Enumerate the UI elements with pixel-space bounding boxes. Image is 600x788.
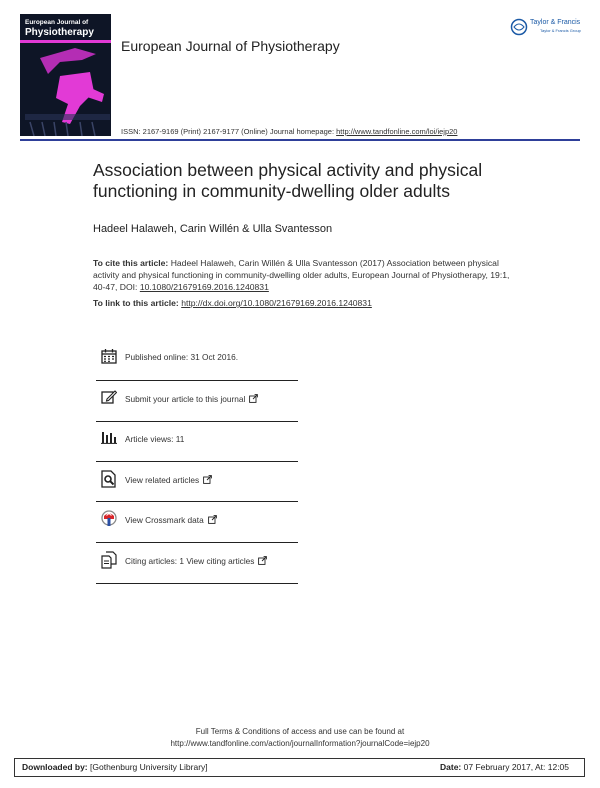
article-link-block bbox=[93, 298, 372, 308]
journal-homepage-link[interactable]: http://www.tandfonline.com/loi/iejp20 bbox=[336, 127, 458, 136]
external-link-icon bbox=[203, 475, 212, 484]
edit-icon bbox=[101, 389, 117, 405]
related-articles-text: View related articles bbox=[125, 475, 200, 485]
row-divider bbox=[96, 461, 298, 462]
terms-url-link[interactable]: http://www.tandfonline.com/action/journalInformation?journalCode=iejp20 bbox=[170, 739, 430, 748]
issn-text: ISSN: 2167-9169 (Print) 2167-9177 (Online) Journal homepage: bbox=[121, 127, 337, 136]
header-divider bbox=[20, 139, 580, 141]
publisher-subname: Taylor & Francis Group bbox=[540, 28, 581, 33]
downloaded-by bbox=[22, 762, 208, 772]
journal-title: European Journal of Physiotherapy bbox=[121, 38, 340, 54]
cover-title-line1: European Journal of bbox=[25, 19, 89, 26]
article-title bbox=[93, 160, 523, 202]
article-title-line2: functioning in community-dwelling older adults bbox=[93, 181, 450, 201]
published-online-text: Published online: 31 Oct 2016. bbox=[125, 352, 239, 362]
external-link-icon bbox=[208, 515, 217, 524]
crossmark-icon bbox=[101, 510, 117, 528]
issn-line bbox=[121, 127, 457, 136]
article-link-url[interactable]: http://dx.doi.org/10.1080/21679169.2016.1240831 bbox=[181, 298, 372, 308]
article-authors: Hadeel Halaweh, Carin Willén & Ulla Svantesson bbox=[93, 223, 333, 235]
related-articles-link[interactable] bbox=[125, 475, 212, 485]
search-document-icon bbox=[101, 470, 117, 488]
crossmark-link[interactable] bbox=[125, 515, 217, 525]
citation-block bbox=[93, 257, 513, 293]
citation-text: Hadeel Halaweh, Carin Willén & Ulla Svantesson (2017) Association between physical activity and physical functioning in community-dwelling older adults, European Journal of Physiotherapy, 19:1, 40-47, DOI: bbox=[93, 258, 510, 292]
crossmark-text: View Crossmark data bbox=[125, 515, 204, 525]
citing-articles-link[interactable] bbox=[125, 556, 267, 566]
downloaded-by-value: [Gothenburg University Library] bbox=[87, 762, 208, 772]
external-link-icon bbox=[249, 394, 258, 403]
terms-line: Full Terms & Conditions of access and use can be found at bbox=[195, 727, 405, 736]
download-date bbox=[440, 762, 569, 772]
terms-footer bbox=[0, 726, 600, 750]
article-title-line1: Association between physical activity and physical bbox=[93, 160, 483, 180]
download-date-label: Date: bbox=[440, 762, 462, 772]
citing-articles-icon bbox=[101, 551, 117, 569]
journal-cover-image bbox=[20, 14, 111, 136]
downloaded-by-label: Downloaded by: bbox=[22, 762, 88, 772]
row-divider bbox=[96, 583, 298, 584]
publisher-name: Taylor & Francis bbox=[530, 19, 581, 26]
row-divider bbox=[96, 542, 298, 543]
citation-label: To cite this article: bbox=[93, 258, 171, 268]
citing-articles-text: Citing articles: 1 View citing articles bbox=[125, 556, 255, 566]
submit-article-link[interactable] bbox=[125, 394, 258, 404]
row-divider bbox=[96, 380, 298, 381]
article-link-label: To link to this article: bbox=[93, 298, 182, 308]
submit-article-text: Submit your article to this journal bbox=[125, 394, 246, 404]
citation-doi-link[interactable]: 10.1080/21679169.2016.1240831 bbox=[139, 282, 269, 292]
row-divider bbox=[96, 421, 298, 422]
publisher-logo[interactable] bbox=[510, 17, 585, 39]
cover-title-line2: Physiotherapy bbox=[25, 27, 94, 38]
article-views-text: Article views: 11 bbox=[125, 434, 185, 444]
publisher-logo-icon bbox=[510, 18, 528, 36]
external-link-icon bbox=[258, 556, 267, 565]
download-date-value: 07 February 2017, At: 12:05 bbox=[461, 762, 570, 772]
row-divider bbox=[96, 501, 298, 502]
bar-chart-icon bbox=[101, 430, 117, 444]
calendar-icon bbox=[101, 348, 117, 364]
